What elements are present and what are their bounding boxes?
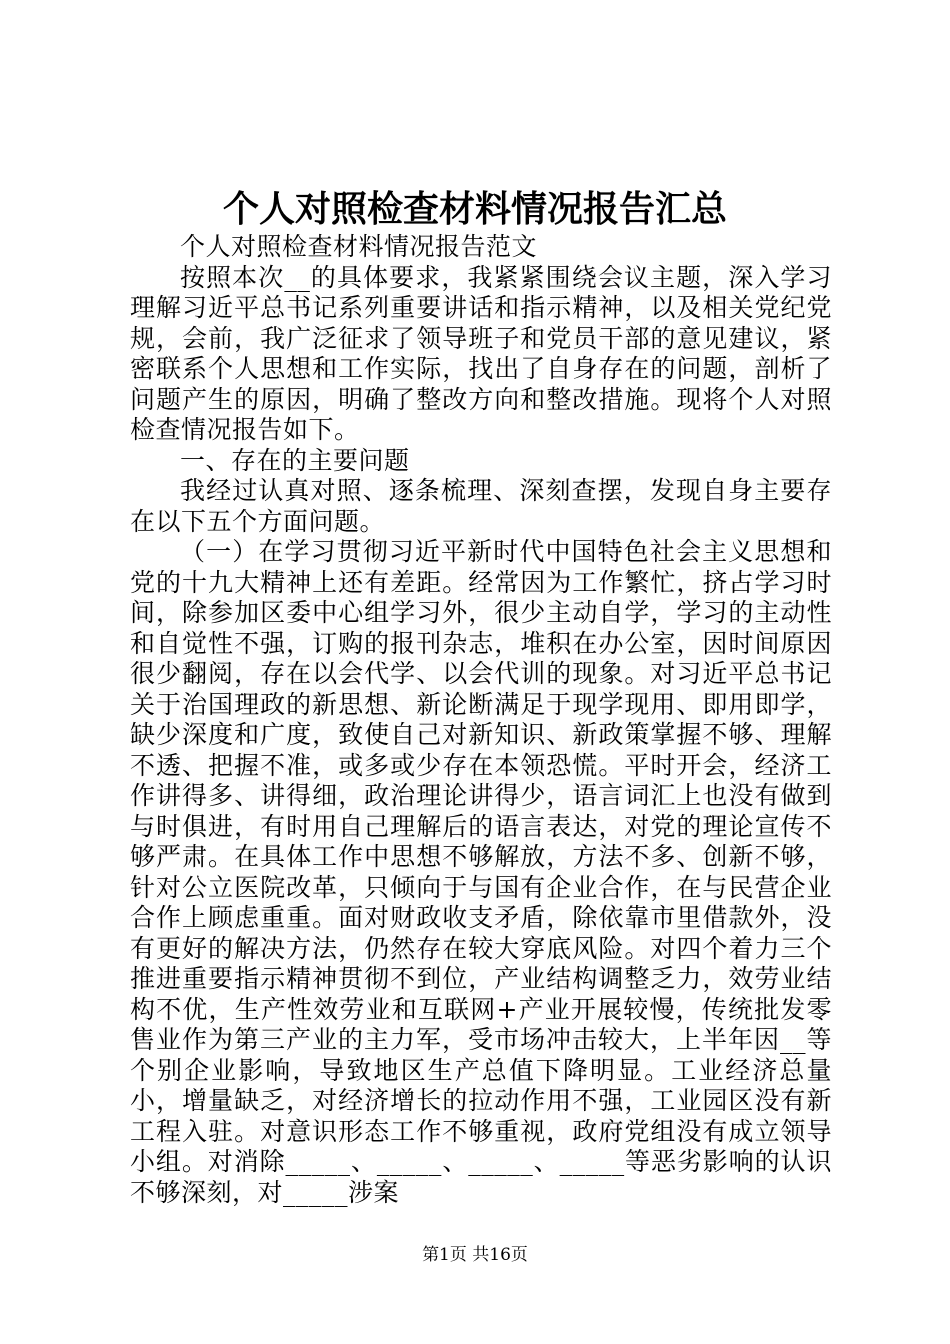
paragraph-intro: 按照本次__的具体要求，我紧紧围绕会议主题，深入学习理解习近平总书记系列重要讲话和指示精神，以及相关党纪党规，会前，我广泛征求了领导班子和党员干部的意见建议，紧密联系个人思想和工作实际，找出了自身存在的问题，剖析了问题产生的原因，明确了整改方向和整改措施。现将个人对照检查情况报告如下。 xyxy=(130,262,832,444)
document-body xyxy=(130,232,832,1208)
section-heading: 一、存在的主要问题 xyxy=(180,445,410,475)
page-number-footer: 第1页 共16页 xyxy=(422,1245,528,1265)
paragraph-item-1: （一）在学习贯彻习近平新时代中国特色社会主义思想和党的十九大精神上还有差距。经常因为工作繁忙，挤占学习时间，除参加区委中心组学习外，很少主动自学，学习的主动性和自觉性不强，订购的报刊杂志，堆积在办公室，因时间原因很少翻阅，存在以会代学、以会代训的现象。对习近平总书记关于治国理政的新思想、新论断满足于现学现用、即用即学，缺少深度和广度，致使自己对新知识、新政策掌握不够、理解不透、把握不准，或多或少存在本领恐慌。平时开会，经济工作讲得多、讲得细，政治理论讲得少，语言词汇上也没有做到与时俱进，有时用自己理解后的语言表达，对党的理论宣传不够严肃。在具体工作中思想不够解放，方法不多、创新不够，针对公立医院改革，只倾向于与国有企业合作，在与民营企业合作上顾虑重重。面对财政收支矛盾，除依靠市里借款外，没有更好的解决方法，仍然存在较大穿底风险。对四个着力三个推进重要指示精神贯彻不到位，产业结构调整乏力，效劳业结构不优，生产性效劳业和互联网+产业开展较慢，传统批发零售业作为第三产业的主力军，受市场冲击较大，上半年因__等个别企业影响，导致地区生产总值下降明显。工业经济总量小，增量缺乏，对经济增长的拉动作用不强，工业园区没有新工程入驻。对意识形态工作不够重视，政府党组没有成立领导小组。对消除_____、_____、_____、_____等恶劣影响的认识不够深刻，对_____涉案 xyxy=(130,537,832,1207)
document-title: 个人对照检查材料情况报告汇总 xyxy=(222,188,727,230)
paragraph-overview: 我经过认真对照、逐条梳理、深刻查摆，发现自身主要存在以下五个方面问题。 xyxy=(130,476,832,536)
paragraph-subtitle: 个人对照检查材料情况报告范文 xyxy=(180,232,538,261)
